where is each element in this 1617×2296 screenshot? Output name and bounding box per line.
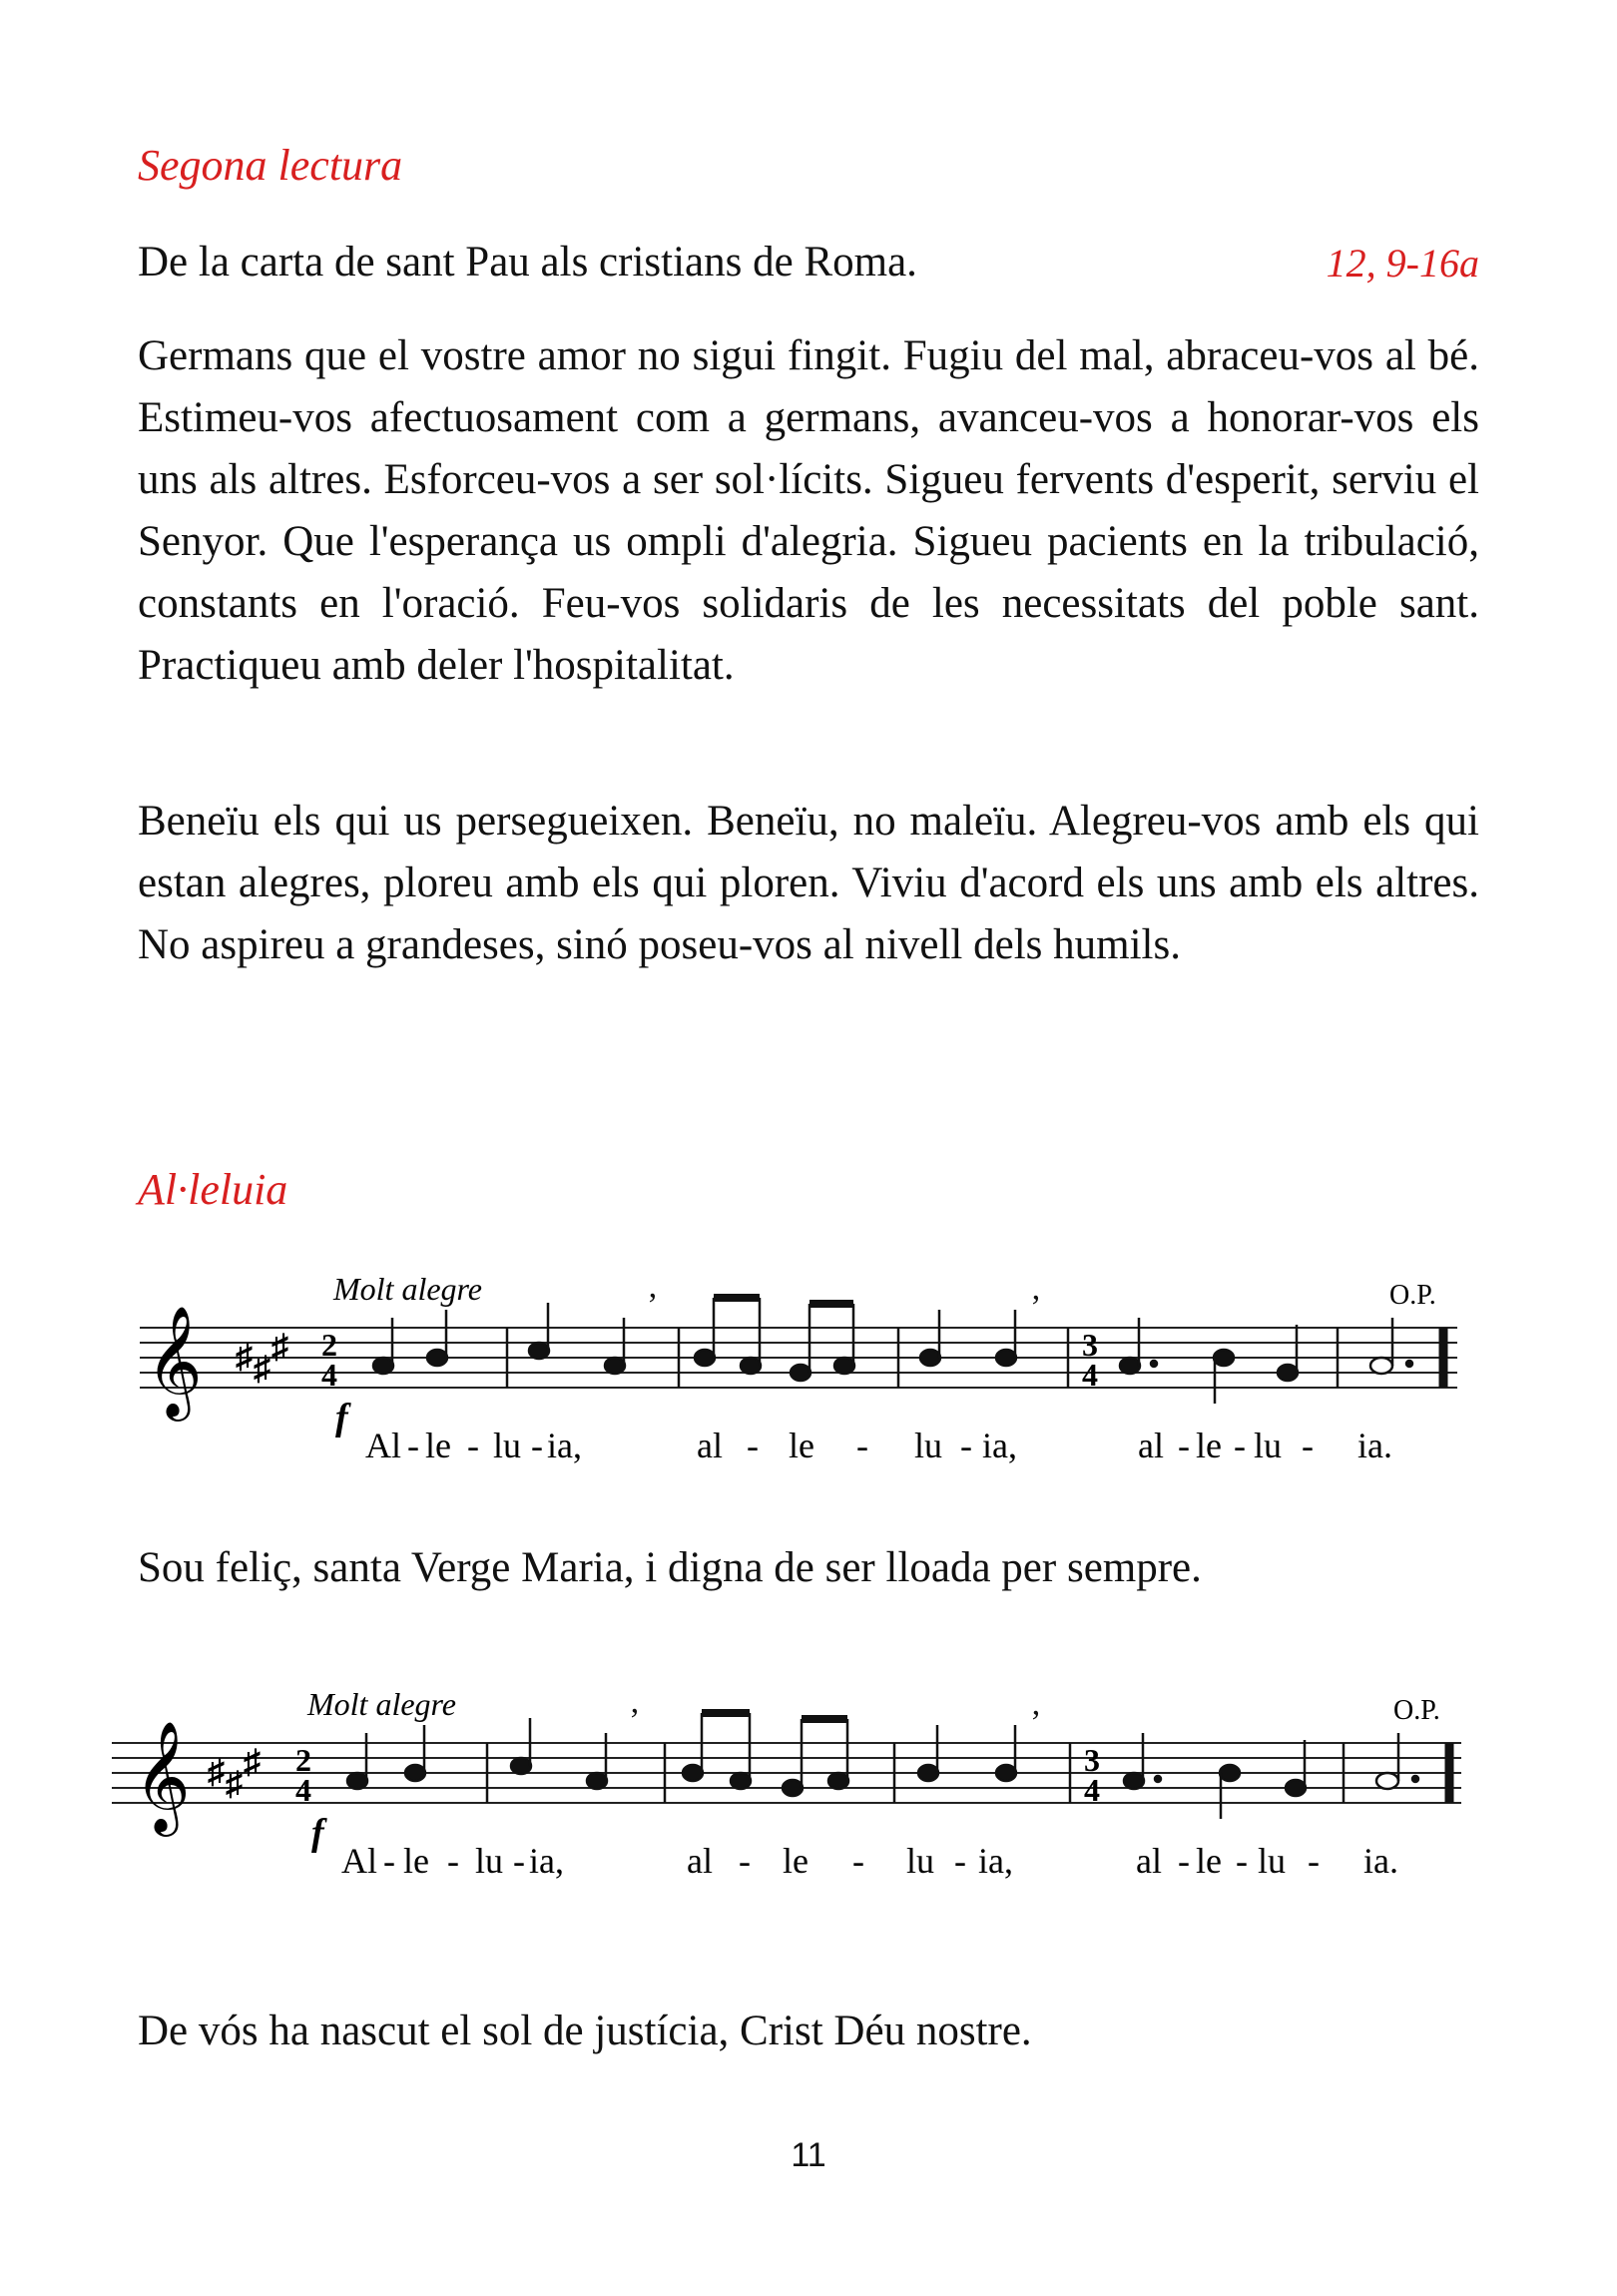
svg-text:le: le (1196, 1426, 1222, 1465)
alleluia-verse-2: De vós ha nascut el sol de justícia, Crist Déu nostre. (138, 2008, 1032, 2054)
time-signature-2-top: 3 (1084, 1742, 1100, 1778)
reading-intro: De la carta de sant Pau als cristians de Roma. (138, 239, 917, 286)
dynamic-forte: f (311, 1812, 324, 1854)
lyrics (365, 1426, 1392, 1465)
svg-text:lu: lu (1254, 1426, 1283, 1465)
alleluia-score-1 (140, 1258, 1497, 1497)
svg-text:-: - (852, 1841, 864, 1881)
svg-text:♯: ♯ (226, 1766, 243, 1803)
svg-text:-: - (960, 1426, 972, 1465)
time-signature-2-bottom: 4 (1084, 1772, 1100, 1808)
svg-text:al: al (687, 1841, 713, 1881)
svg-text:’: ’ (647, 1287, 659, 1324)
lyric-syllable: Al (365, 1426, 401, 1465)
time-signature-top: 2 (295, 1742, 311, 1778)
reading-paragraph-2: Beneïu els qui us persegueixen. Beneïu, no maleïu. Alegreu-vos amb els qui estan alegres, ploreu amb els qui ploren. Viviu d'acord els uns amb els altres. No aspireu a grandeses, sinó poseu-vos al nivell dels humils. (138, 798, 1479, 968)
alleluia-verse-1: Sou feliç, santa Verge Maria, i digna de ser lloada per sempre. (138, 1544, 1202, 1591)
svg-text:le: le (425, 1426, 451, 1465)
svg-text:-: - (739, 1841, 751, 1881)
author-mark: O.P. (1393, 1695, 1440, 1726)
alleluia-score-2 (112, 1673, 1499, 1913)
treble-clef-icon: 𝄞 (146, 1308, 203, 1415)
svg-text:♯: ♯ (208, 1754, 225, 1791)
svg-text:-: - (1178, 1426, 1190, 1465)
svg-text:-: - (531, 1426, 543, 1465)
treble-clef-icon: 𝄞 (134, 1723, 191, 1830)
svg-text:le: le (783, 1841, 808, 1881)
svg-text:-: - (1236, 1841, 1248, 1881)
svg-text:’: ’ (1030, 1289, 1042, 1326)
svg-text:ia.: ia. (1363, 1841, 1398, 1881)
svg-text:-: - (447, 1841, 459, 1881)
svg-text:al: al (1136, 1841, 1162, 1881)
svg-text:-: - (856, 1426, 868, 1465)
svg-text:lu: lu (914, 1426, 943, 1465)
svg-text:Al: Al (341, 1841, 377, 1881)
svg-text:lu: lu (1258, 1841, 1287, 1881)
svg-text:lu: lu (906, 1841, 935, 1881)
tempo-marking: Molt alegre (333, 1271, 482, 1307)
svg-text:ia,: ia, (547, 1426, 582, 1465)
svg-text:al: al (1138, 1426, 1164, 1465)
svg-text:ia.: ia. (1357, 1426, 1392, 1465)
notes (373, 1287, 1443, 1404)
reading-reference: 12, 9-16a (1326, 241, 1479, 286)
svg-text:ia,: ia, (529, 1841, 564, 1881)
svg-text:-: - (383, 1841, 395, 1881)
svg-text:ia,: ia, (982, 1426, 1017, 1465)
time-signature-bottom: 4 (295, 1772, 311, 1808)
svg-text:’: ’ (629, 1702, 641, 1739)
svg-text:-: - (954, 1841, 966, 1881)
svg-text:le: le (1196, 1841, 1222, 1881)
svg-text:-: - (1302, 1426, 1314, 1465)
svg-text:lu: lu (493, 1426, 522, 1465)
time-signature-bottom: 4 (321, 1357, 337, 1393)
svg-text:’: ’ (1030, 1704, 1042, 1741)
time-signature-2-bottom: 4 (1082, 1357, 1098, 1393)
reading-heading: Segona lectura (138, 141, 403, 190)
svg-text:-: - (1178, 1841, 1190, 1881)
tempo-marking: Molt alegre (307, 1686, 456, 1722)
time-signature-top: 2 (321, 1327, 337, 1363)
svg-text:♯: ♯ (254, 1351, 270, 1388)
svg-text:ia,: ia, (978, 1841, 1013, 1881)
svg-text:al: al (697, 1426, 723, 1465)
svg-text:-: - (1308, 1841, 1320, 1881)
svg-text:le: le (789, 1426, 814, 1465)
svg-text:-: - (467, 1426, 479, 1465)
svg-text:♯: ♯ (271, 1329, 288, 1366)
svg-text:-: - (747, 1426, 759, 1465)
time-signature-2-top: 3 (1082, 1327, 1098, 1363)
alleluia-heading: Al·leluia (138, 1165, 288, 1214)
page-number: 11 (791, 2136, 826, 2174)
dynamic-forte: f (335, 1397, 348, 1438)
svg-text:-: - (513, 1841, 525, 1881)
author-mark: O.P. (1389, 1280, 1436, 1311)
svg-text:lu: lu (475, 1841, 504, 1881)
svg-text:-: - (407, 1426, 419, 1465)
svg-text:♯: ♯ (244, 1744, 261, 1781)
svg-text:-: - (1234, 1426, 1246, 1465)
svg-text:le: le (403, 1841, 429, 1881)
reading-paragraph-1: Germans que el vostre amor no sigui fingit. Fugiu del mal, abraceu-vos al bé. Estimeu-vos afectuosament com a germans, avanceu-vos a honorar-vos els uns als altres. Esforceu-vos a ser sol·lícits. Sigueu fervents d'esperit, serviu el Senyor. Que l'esperança us ompli d'alegria. Sigueu pacients en la tribulació, constants en l'oració. Feu-vos solidaris de les necessitats del poble sant. Practiqueu amb deler l'hospitalitat. (138, 332, 1479, 689)
key-signature: ♯ (236, 1339, 253, 1376)
